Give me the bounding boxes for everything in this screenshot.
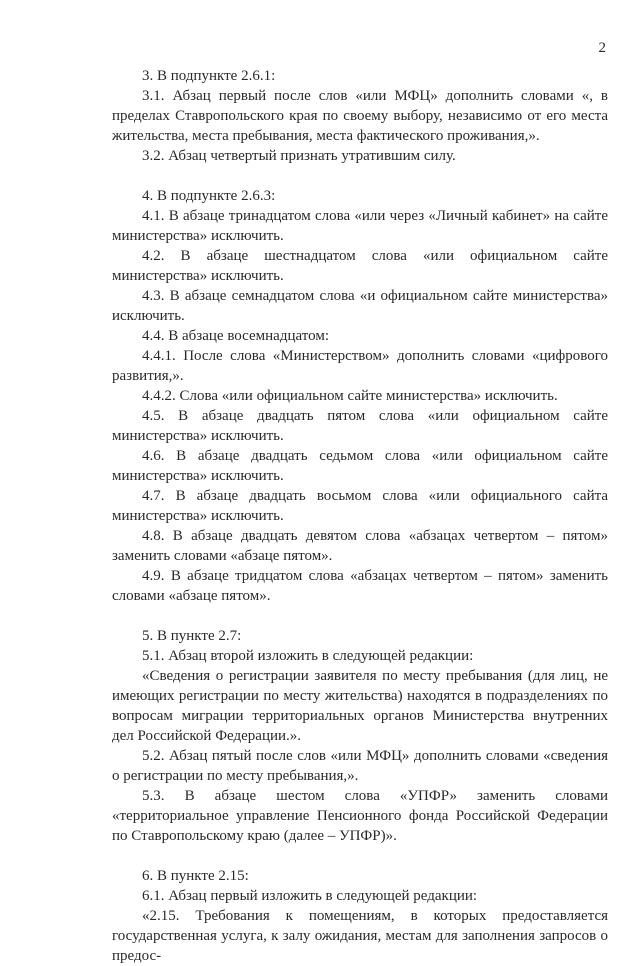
paragraph: 4.2. В абзаце шестнадцатом слова «или официальном сайте министерства» исключить. xyxy=(112,248,608,284)
document-body xyxy=(112,66,608,966)
section-3 xyxy=(112,66,608,166)
section-heading: 3. В подпункте 2.6.1: xyxy=(142,68,276,84)
paragraph: «2.15. Требования к помещениям, в которых предоставляется государственная услуга, к залу ожидания, местам для заполнения запросов о предос- xyxy=(112,908,608,964)
paragraph: 4.7. В абзаце двадцать восьмом слова «или официального сайта министерства» исключить. xyxy=(112,488,608,524)
paragraph: 4.4.2. Слова «или официальном сайте министерства» исключить. xyxy=(142,388,558,404)
paragraph: «Сведения о регистрации заявителя по месту пребывания (для лиц, не имеющих регистрации по месту жительства) находятся в подразделениях по вопросам миграции территориальных органов Министерства внутренних дел Российской Федерации.». xyxy=(112,668,608,744)
paragraph: 4.3. В абзаце семнадцатом слова «и официальном сайте министерства» исключить. xyxy=(112,288,608,324)
paragraph: 3.2. Абзац четвертый признать утратившим силу. xyxy=(142,148,456,164)
paragraph: 4.6. В абзаце двадцать седьмом слова «или официальном сайте министерства» исключить. xyxy=(112,448,608,484)
paragraph: 5.3. В абзаце шестом слова «УПФР» заменить словами «территориальное управление Пенсионного фонда Российской Федерации по Ставропольскому краю (далее – УПФР)». xyxy=(112,788,608,844)
paragraph: 4.1. В абзаце тринадцатом слова «или через «Личный кабинет» на сайте министерства» исключить. xyxy=(112,208,608,244)
section-heading: 6. В пункте 2.15: xyxy=(142,868,249,884)
paragraph: 4.4.1. После слова «Министерством» дополнить словами «цифрового развития,». xyxy=(112,348,608,384)
paragraph: 4.9. В абзаце тридцатом слова «абзацах четвертом – пятом» заменить словами «абзаце пятом». xyxy=(112,568,608,604)
paragraph: 4.5. В абзаце двадцать пятом слова «или официальном сайте министерства» исключить. xyxy=(112,408,608,444)
paragraph: 5.2. Абзац пятый после слов «или МФЦ» дополнить словами «сведения о регистрации по месту пребывания,». xyxy=(112,748,608,784)
paragraph: 6.1. Абзац первый изложить в следующей редакции: xyxy=(142,888,478,904)
paragraph: 3.1. Абзац первый после слов «или МФЦ» дополнить словами «, в пределах Ставропольского края по своему выбору, независимо от его места жительства, места пребывания, места фактического проживания,». xyxy=(112,88,608,144)
section-heading: 5. В пункте 2.7: xyxy=(142,628,242,644)
page-number: 2 xyxy=(598,40,606,56)
section-5 xyxy=(112,626,608,846)
section-heading: 4. В подпункте 2.6.3: xyxy=(142,188,276,204)
paragraph: 5.1. Абзац второй изложить в следующей редакции: xyxy=(142,648,474,664)
paragraph: 4.8. В абзаце двадцать девятом слова «абзацах четвертом – пятом» заменить словами «абзаце пятом». xyxy=(112,528,608,564)
paragraph: 4.4. В абзаце восемнадцатом: xyxy=(142,328,330,344)
section-6 xyxy=(112,866,608,966)
section-4 xyxy=(112,186,608,606)
